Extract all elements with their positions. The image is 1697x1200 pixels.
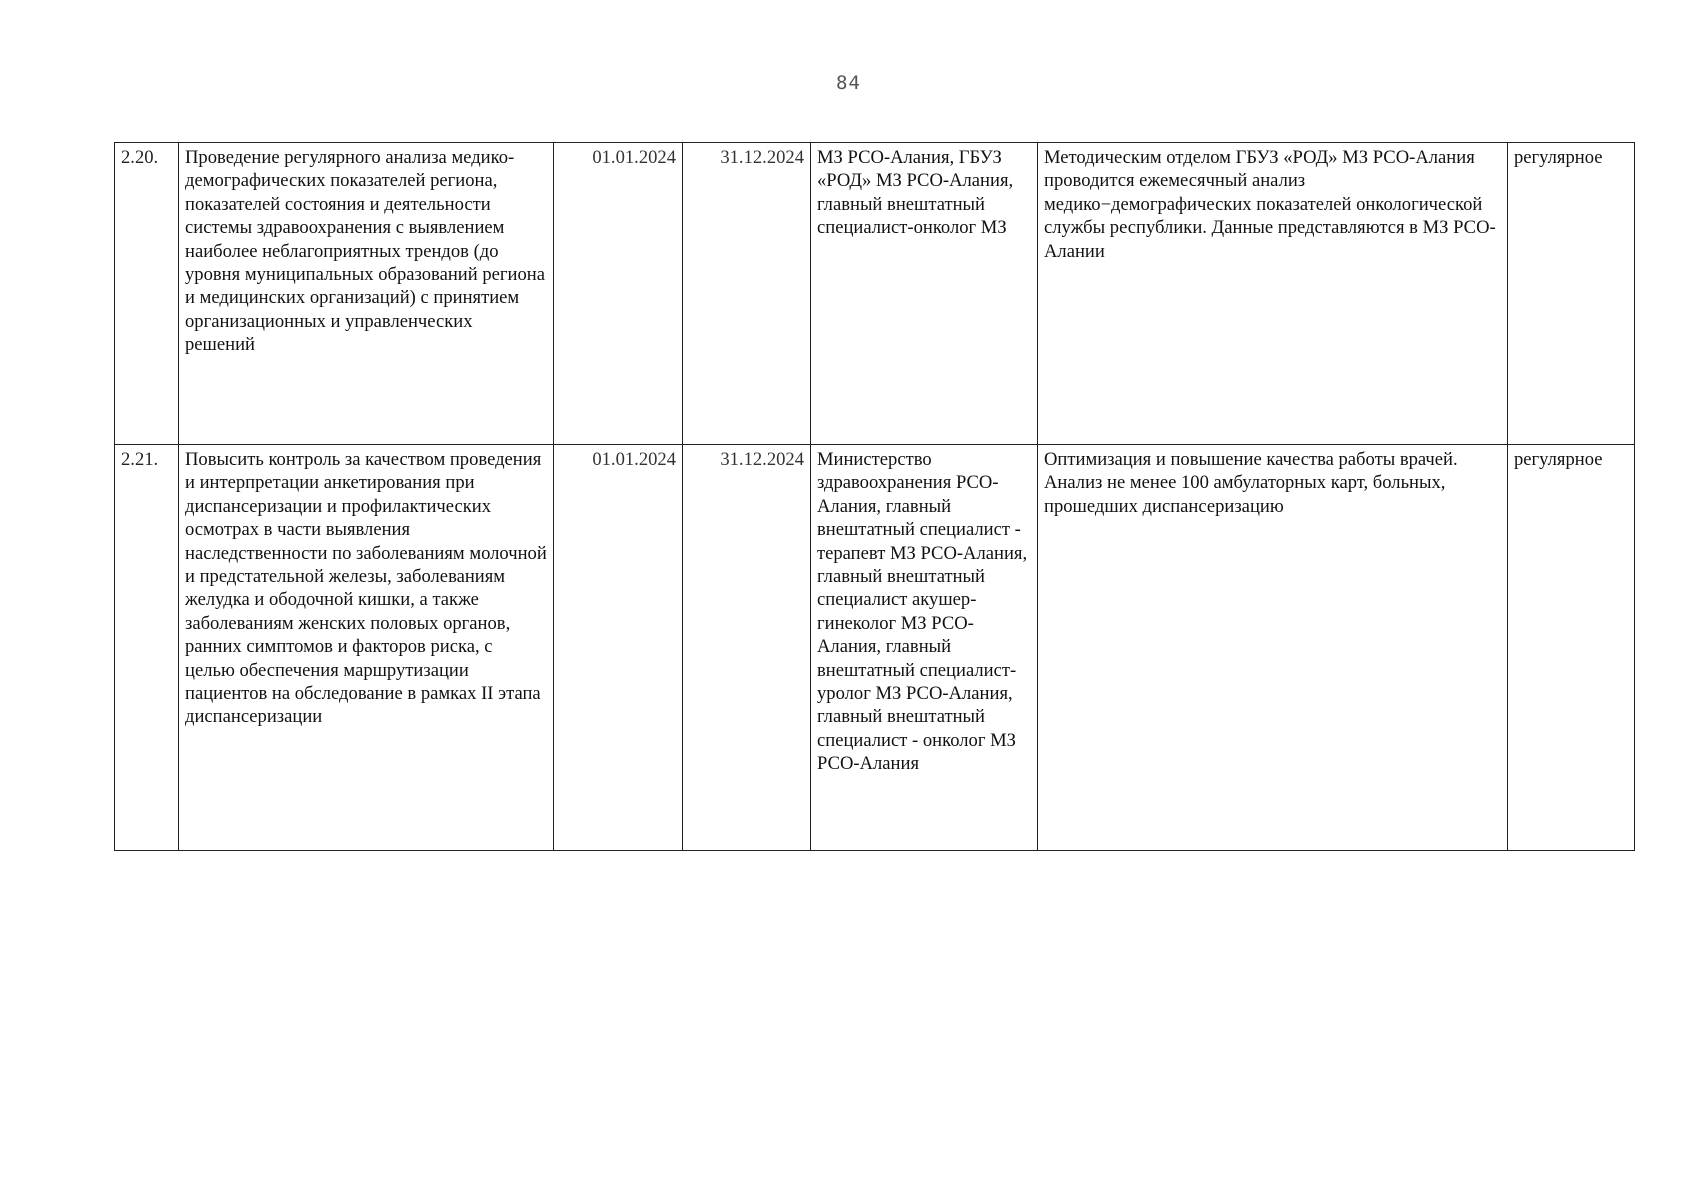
type-cell: регулярное: [1508, 445, 1635, 851]
type-cell: регулярное: [1508, 143, 1635, 445]
row-number: 2.21.: [115, 445, 179, 851]
start-date: 01.01.2024: [554, 445, 683, 851]
start-date: 01.01.2024: [554, 143, 683, 445]
activity-title: Проведение регулярного анализа медико-демографических показателей региона, показателей состояния и деятельности системы здравоохранения с выявлением наиболее неблагоприятных трендов (до уровня муниципальных образований региона и медицинских организаций) с принятием организационных и управленческих решений: [179, 143, 554, 445]
plan-table: [114, 142, 1635, 851]
responsible-cell: Министерство здравоохранения РСО-Алания, главный внештатный специалист - терапевт МЗ РСО-Алания, главный внештатный специалист акушер-гинеколог МЗ РСО-Алания, главный внештатный специалист- уролог МЗ РСО-Алания, главный внештатный специалист - онколог МЗ РСО-Алания: [811, 445, 1038, 851]
table-row: [115, 143, 1635, 445]
row-number: 2.20.: [115, 143, 179, 445]
table-row: [115, 445, 1635, 851]
result-cell: Методическим отделом ГБУЗ «РОД» МЗ РСО-Алания проводится ежемесячный анализ медико−демографических показателей онкологической службы республики. Данные представляются в МЗ РСО-Алании: [1038, 143, 1508, 445]
responsible-cell: МЗ РСО-Алания, ГБУЗ «РОД» МЗ РСО-Алания, главный внештатный специалист-онколог МЗ: [811, 143, 1038, 445]
end-date: 31.12.2024: [683, 143, 811, 445]
activity-title: Повысить контроль за качеством проведения и интерпретации анкетирования при диспансеризации и профилактических осмотрах в части выявления наследственности по заболеваниям молочной и предстательной железы, заболеваниям желудка и ободочной кишки, а также заболеваниям женских половых органов, ранних симптомов и факторов риска, с целью обеспечения маршрутизации пациентов на обследование в рамках II этапа диспансеризации: [179, 445, 554, 851]
page-number: 84: [836, 72, 861, 94]
end-date: 31.12.2024: [683, 445, 811, 851]
result-cell: Оптимизация и повышение качества работы врачей. Анализ не менее 100 амбулаторных карт, больных, прошедших диспансеризацию: [1038, 445, 1508, 851]
